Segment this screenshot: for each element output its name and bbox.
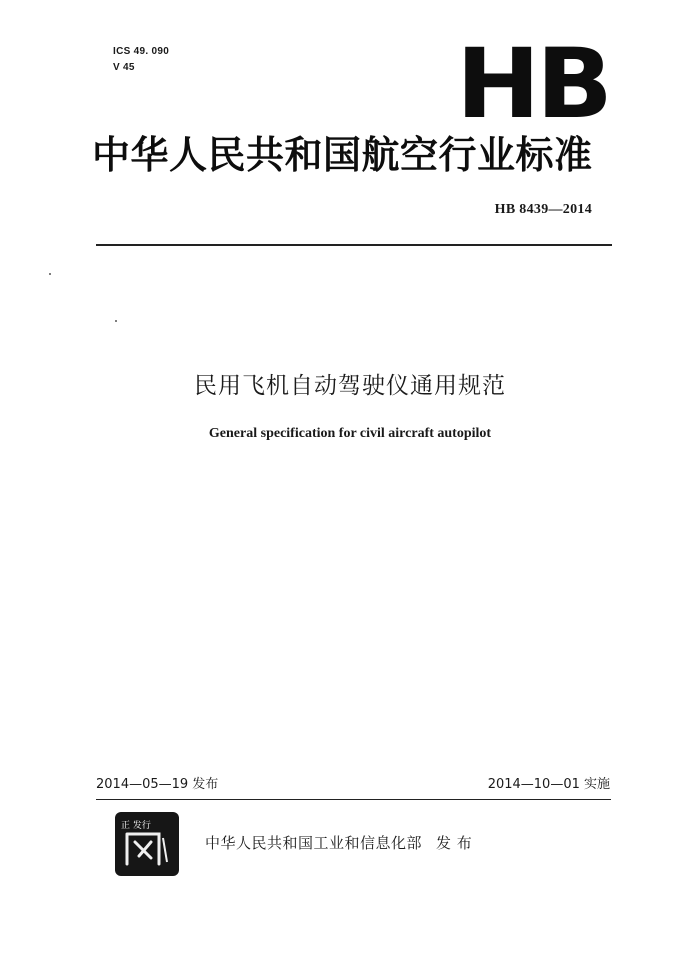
- seal-text: 正 发行: [121, 821, 151, 831]
- scan-speck: [49, 273, 51, 275]
- top-divider: [96, 244, 612, 246]
- document-title-cn: 民用飞机自动驾驶仪通用规范: [194, 373, 506, 399]
- hb-logo: HB: [456, 28, 609, 140]
- issue-date: 2014—05—19 发布: [96, 777, 219, 792]
- classification-code: V 45: [113, 62, 135, 73]
- publisher-seal: [115, 812, 179, 876]
- bottom-divider: [96, 799, 611, 800]
- organization-title: 中华人民共和国航空行业标准: [92, 133, 593, 177]
- ics-code: ICS 49. 090: [113, 46, 170, 57]
- scan-speck: [115, 320, 117, 322]
- document-title-en: General specification for civil aircraft autopilot: [208, 426, 492, 441]
- publish-action: 发 布: [436, 834, 473, 852]
- publisher-line: [205, 832, 472, 853]
- implementation-date: 2014—10—01 实施: [487, 777, 610, 792]
- publisher-name: 中华人民共和国工业和信息化部: [205, 834, 423, 852]
- standard-number: HB 8439—2014: [494, 202, 592, 217]
- seal-icon: [115, 812, 179, 876]
